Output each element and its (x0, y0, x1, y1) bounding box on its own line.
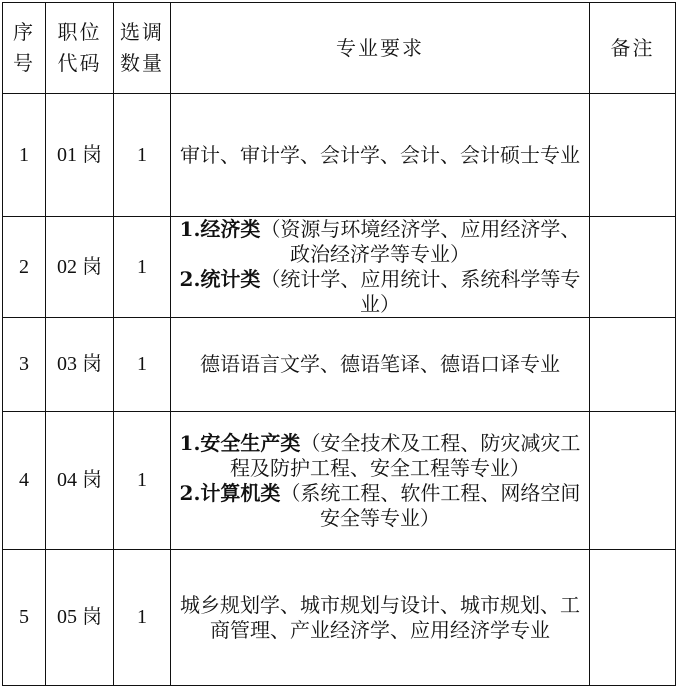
row-requirement: 审计、审计学、会计学、会计、会计硕士专业 (171, 94, 590, 217)
row-code: 03 岗 (46, 318, 114, 412)
category-detail: （系统工程、软件工程、网络空间安全等专业） (280, 480, 581, 530)
row-requirement: 城乡规划学、城市规划与设计、城市规划、工商管理、产业经济学、应用经济学专业 (171, 550, 590, 686)
row-count: 1 (114, 94, 171, 217)
header-requirement: 专业要求 (171, 3, 590, 94)
category-detail: （统计学、应用统计、系统科学等专业） (260, 267, 581, 316)
category-detail: （资源与环境经济学、应用经济学、政治经济学等专业） (260, 217, 581, 266)
category-title: 1.安全生产类 (179, 430, 301, 455)
header-seq (3, 3, 46, 94)
row-remark (590, 318, 676, 412)
row-code: 02 岗 (46, 217, 114, 318)
row-count: 1 (114, 217, 171, 318)
header-count (114, 3, 171, 94)
category-title: 1.经济类 (179, 217, 261, 241)
table-row (3, 550, 676, 686)
requirement-category (179, 267, 581, 317)
category-detail: （安全技术及工程、防灾减灾工程及防护工程、安全工程等专业） (230, 430, 581, 480)
requirement-category (179, 217, 581, 267)
table-row (3, 318, 676, 412)
row-remark (590, 412, 676, 550)
header-seq-line2: 号 (13, 51, 35, 75)
header-code (46, 3, 114, 94)
row-remark (590, 217, 676, 318)
row-seq: 4 (3, 412, 46, 550)
table-row (3, 217, 676, 318)
row-count: 1 (114, 550, 171, 686)
header-seq-line1: 序 (13, 20, 35, 44)
table-row (3, 94, 676, 217)
row-remark (590, 550, 676, 686)
positions-table (2, 2, 676, 686)
category-title: 2.计算机类 (179, 480, 281, 505)
row-remark (590, 94, 676, 217)
row-code: 04 岗 (46, 412, 114, 550)
row-requirement: 德语语言文学、德语笔译、德语口译专业 (171, 318, 590, 412)
row-seq: 3 (3, 318, 46, 412)
header-code-line2: 代码 (57, 51, 102, 75)
row-count: 1 (114, 412, 171, 550)
row-seq: 5 (3, 550, 46, 686)
row-code: 01 岗 (46, 94, 114, 217)
header-row (3, 3, 676, 94)
header-count-line2: 数量 (120, 51, 164, 75)
requirement-category (179, 431, 581, 481)
row-code: 05 岗 (46, 550, 114, 686)
header-remark: 备注 (590, 3, 676, 94)
header-count-line1: 选调 (120, 20, 164, 44)
row-requirement (171, 217, 590, 318)
table-row (3, 412, 676, 550)
category-title: 2.统计类 (179, 267, 261, 291)
row-count: 1 (114, 318, 171, 412)
row-seq: 1 (3, 94, 46, 217)
requirement-category (179, 481, 581, 531)
header-code-line1: 职位 (57, 20, 102, 44)
row-requirement (171, 412, 590, 550)
row-seq: 2 (3, 217, 46, 318)
